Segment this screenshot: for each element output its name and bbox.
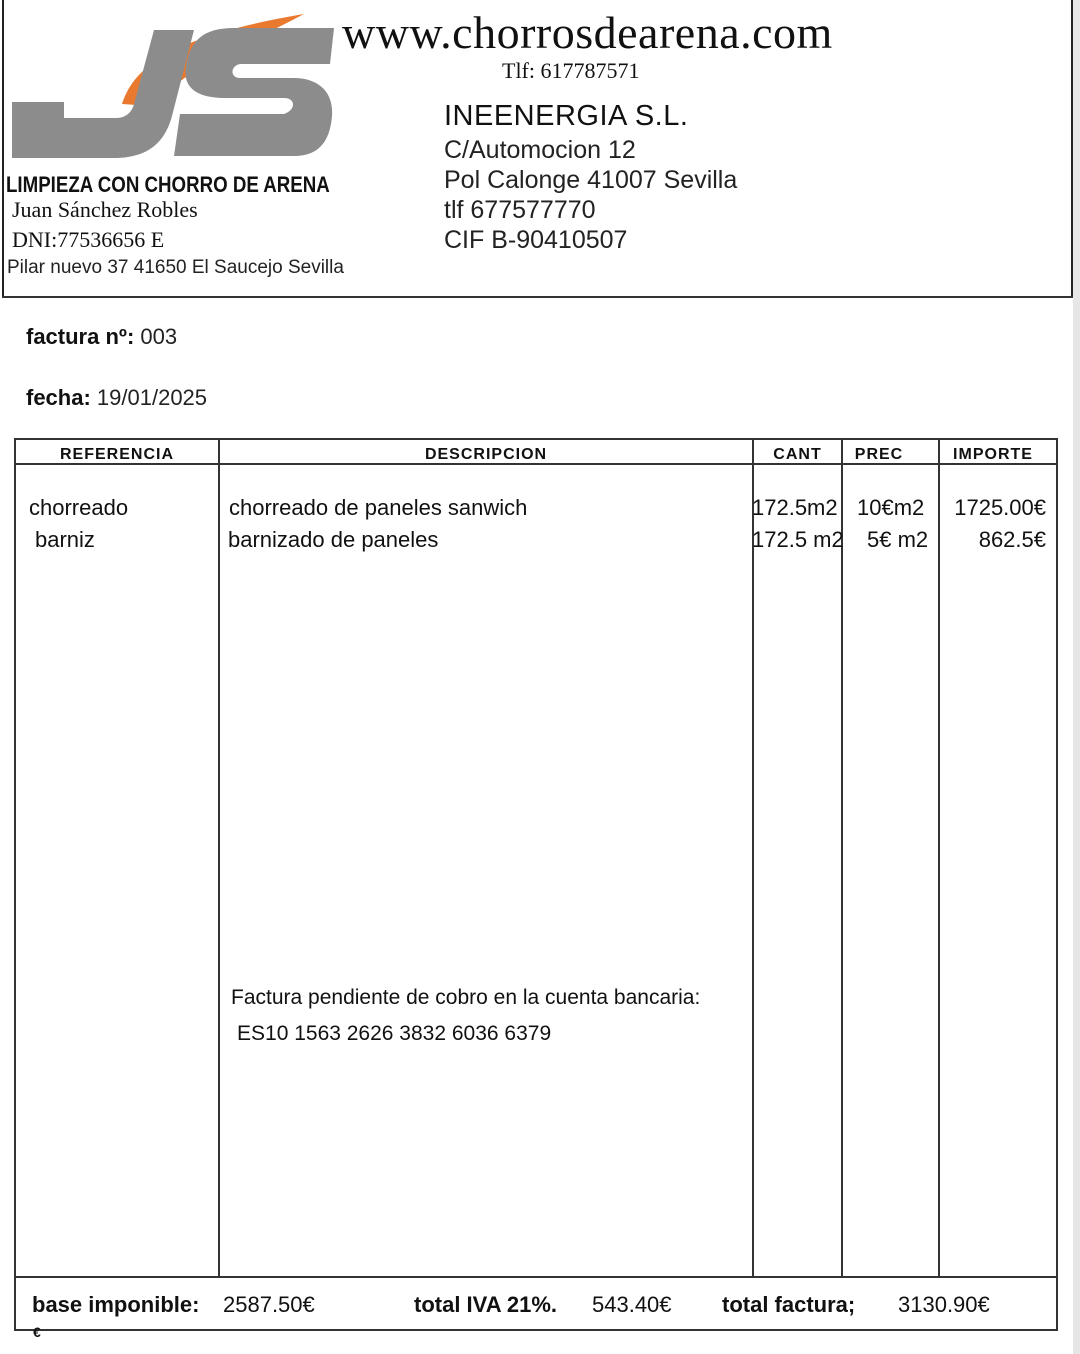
header-importe: IMPORTE — [953, 446, 1033, 463]
table-col-divider-3 — [841, 438, 843, 1278]
issuer-tagline: LIMPIEZA CON CHORRO DE ARENA — [6, 172, 330, 197]
logo-letter-j — [12, 30, 194, 158]
bank-account: ES10 1563 2626 3832 6036 6379 — [237, 1022, 552, 1045]
logo-letter-s — [174, 28, 334, 156]
table-col-divider-4 — [938, 438, 940, 1278]
company-website: www.chorrosdearena.com — [342, 7, 833, 58]
total-value: 3130.90€ — [898, 1292, 990, 1317]
stray-euro-mark: € — [33, 1324, 41, 1340]
client-street: C/Automocion 12 — [444, 136, 636, 164]
company-logo — [4, 6, 334, 166]
iva-value: 543.40€ — [592, 1292, 672, 1317]
row1-ref: chorreado — [29, 495, 129, 520]
invoice-number-row — [26, 324, 177, 350]
invoice-date-label: fecha: — [26, 385, 91, 410]
client-city: Pol Calonge 41007 Sevilla — [444, 166, 738, 194]
client-name: INEENERGIA S.L. — [444, 100, 689, 132]
invoice-table — [14, 438, 1058, 1331]
client-phone: tlf 677577770 — [444, 196, 596, 224]
table-col-divider-2 — [752, 438, 754, 1278]
header-divider — [2, 296, 1073, 298]
payment-note: Factura pendiente de cobro en la cuenta bancaria: — [231, 986, 701, 1009]
invoice-date-row — [26, 385, 207, 411]
table-col-divider-1 — [218, 438, 220, 1278]
base-label-text: base imponible: — [32, 1292, 200, 1317]
row2-price: 5€ m2 — [867, 527, 929, 552]
total-label-text: total factura; — [722, 1292, 856, 1317]
invoice-number-label: factura nº: — [26, 324, 135, 349]
issuer-dni: DNI:77536656 E — [12, 227, 165, 252]
row1-price: 10€m2 — [857, 495, 925, 520]
client-cif: CIF B-90410507 — [444, 226, 628, 254]
invoice-number: 003 — [140, 324, 178, 349]
row2-qty: 172.5 m2 — [752, 527, 844, 552]
row2-desc: barnizado de paneles — [228, 527, 439, 552]
company-phone: Tlf: 617787571 — [502, 58, 640, 83]
row2-amount: 862.5€ — [978, 527, 1046, 552]
issuer-name: Juan Sánchez Robles — [12, 197, 198, 222]
issuer-address: Pilar nuevo 37 41650 El Saucejo Sevilla — [7, 257, 344, 278]
table-totals-rule — [14, 1276, 1058, 1278]
iva-label-text: total IVA 21%. — [414, 1292, 558, 1317]
total-label — [722, 1292, 855, 1318]
header-descripcion: DESCRIPCION — [424, 446, 548, 463]
base-imponible-label — [32, 1292, 199, 1318]
header-referencia: REFERENCIA — [59, 446, 174, 463]
iva-label — [414, 1292, 557, 1318]
row1-qty: 172.5m2 — [752, 495, 838, 520]
row2-ref: barniz — [35, 527, 95, 552]
header-prec: PREC — [854, 446, 904, 463]
header-cant: CANT — [773, 446, 822, 463]
page-edge-shade — [1073, 0, 1080, 1354]
row1-desc: chorreado de paneles sanwich — [229, 495, 528, 520]
invoice-date: 19/01/2025 — [96, 385, 208, 410]
base-imponible-value: 2587.50€ — [223, 1292, 315, 1317]
row1-amount: 1725.00€ — [954, 495, 1046, 520]
